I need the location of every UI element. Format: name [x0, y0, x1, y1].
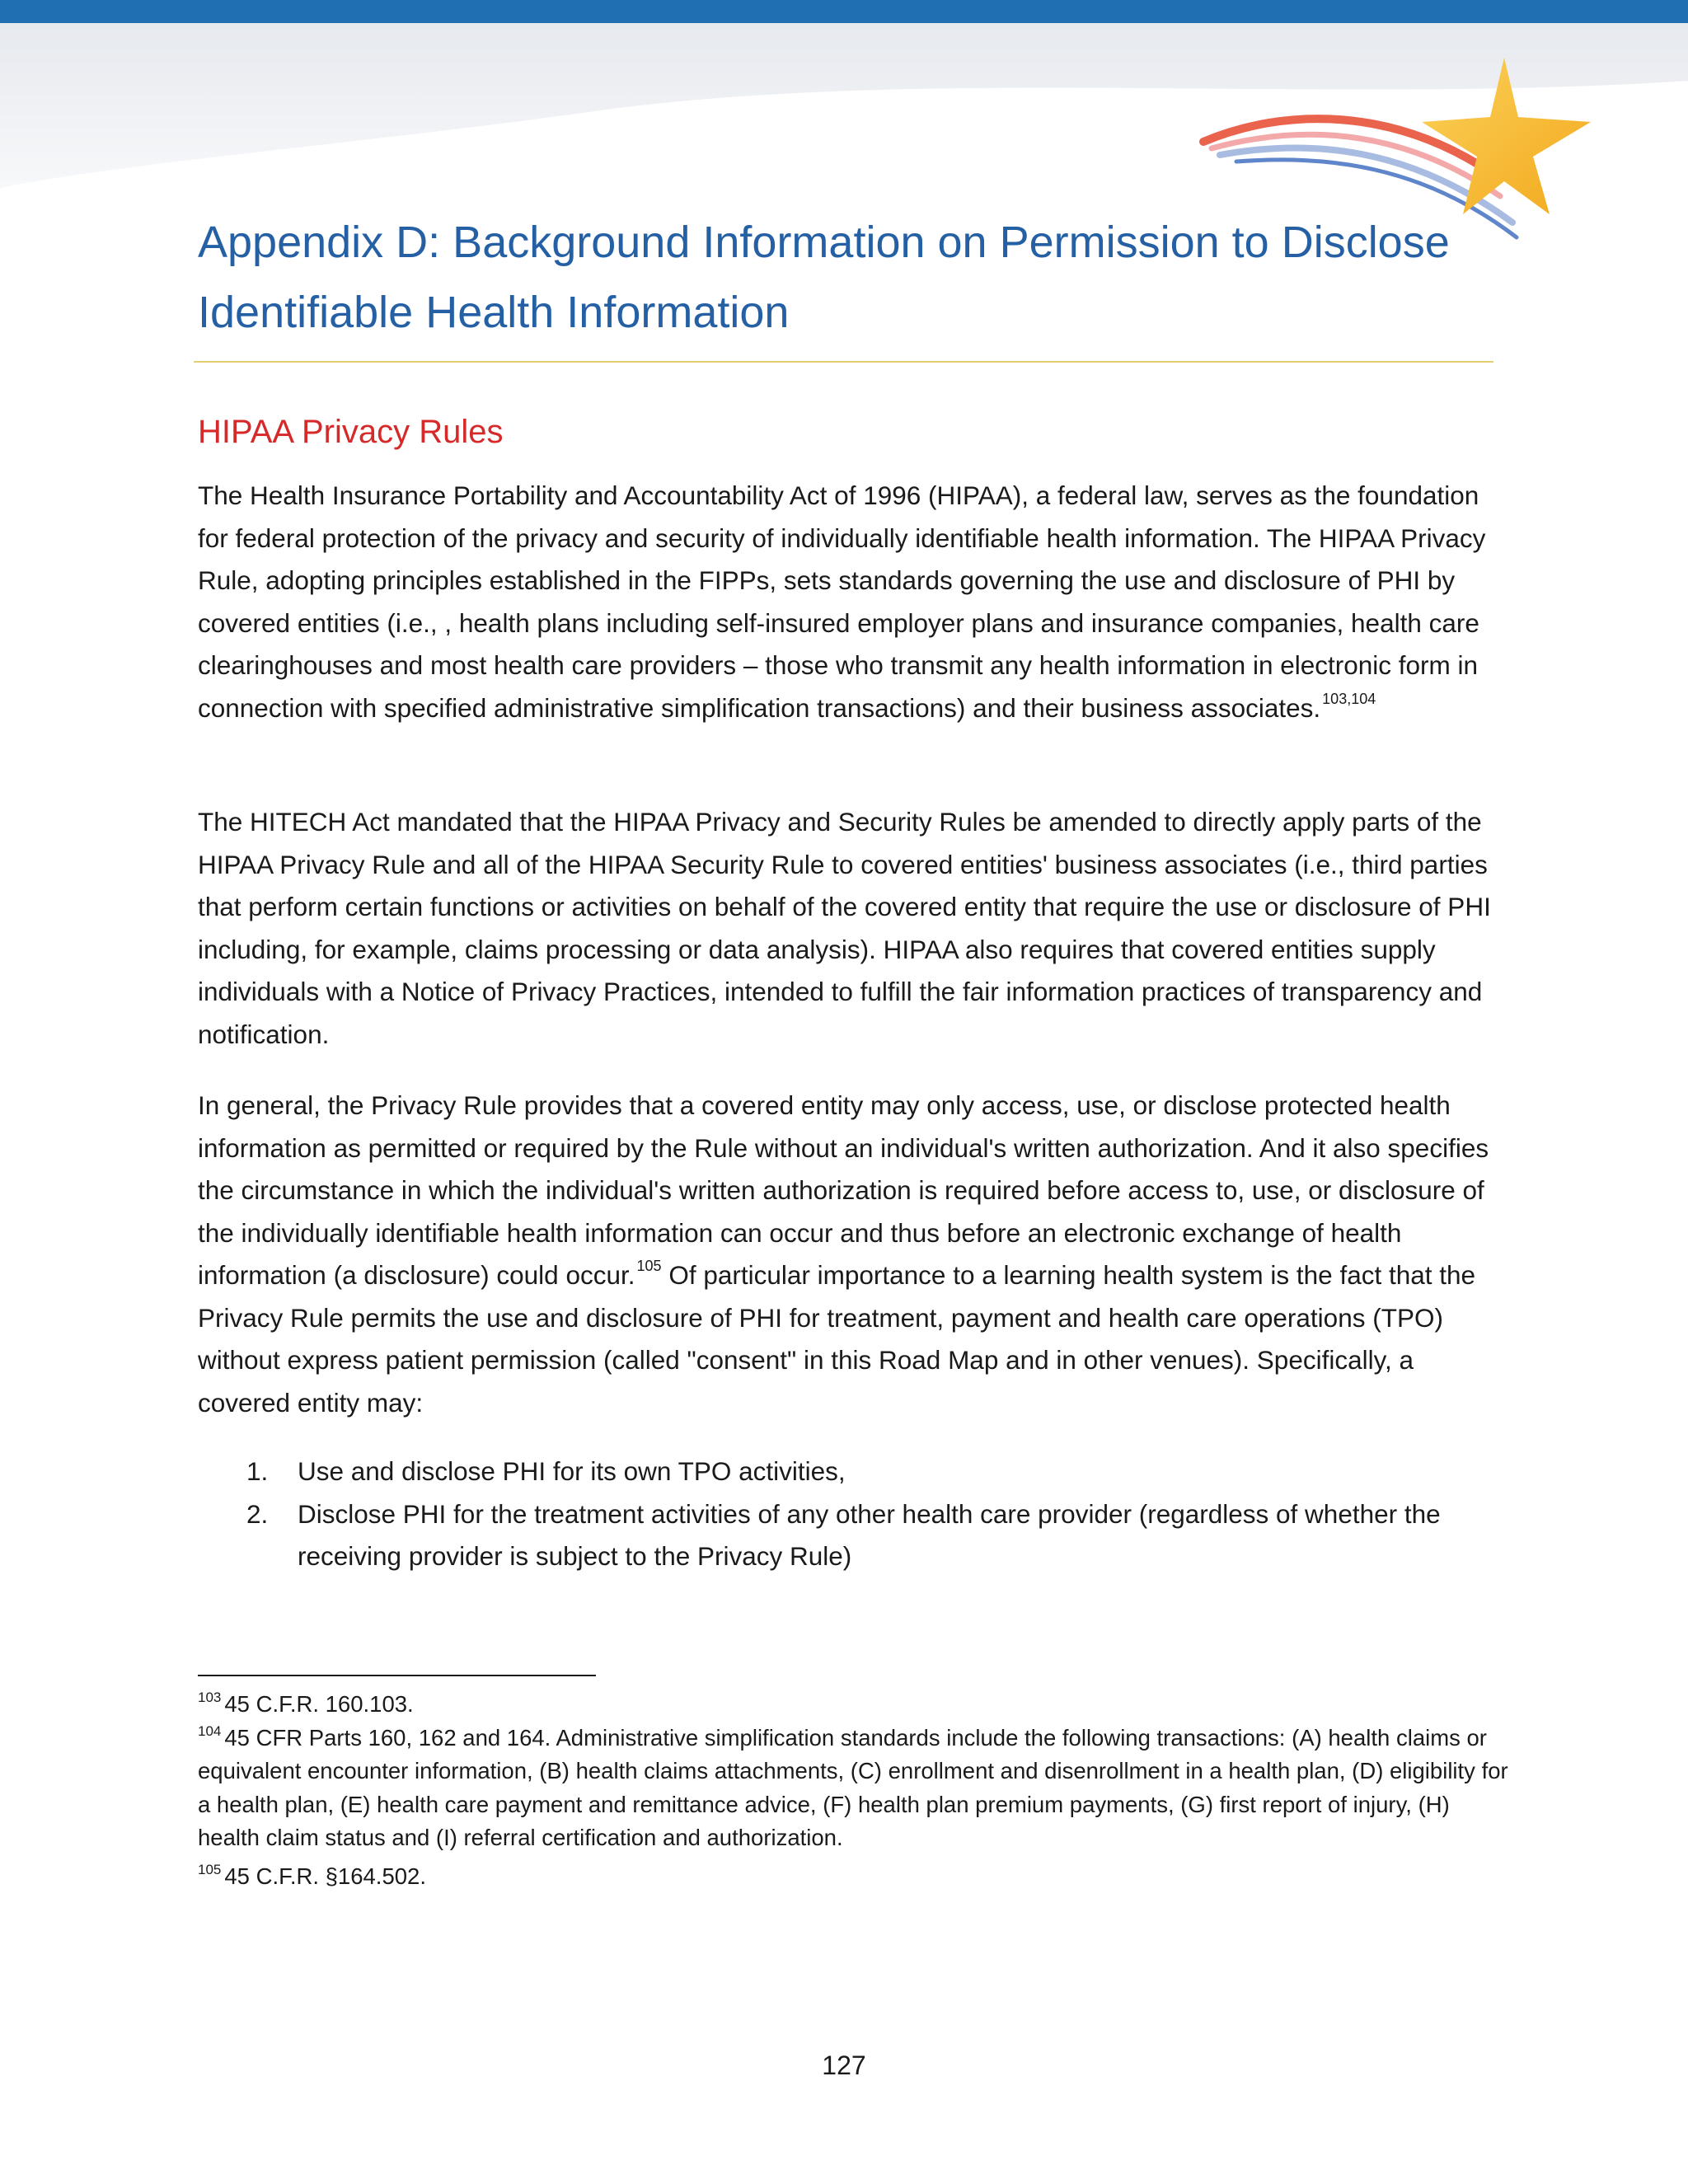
- list-item: [198, 1493, 1508, 1578]
- paragraph-privacy-rule: [198, 1085, 1508, 1424]
- page-title: [198, 208, 1517, 348]
- page-number: 127: [822, 2050, 866, 2080]
- footnote-ref: 103,104: [1322, 690, 1376, 707]
- permitted-uses-list: [198, 1451, 1508, 1578]
- paragraph-hitech-act: [198, 801, 1508, 1056]
- title-divider: [194, 361, 1493, 363]
- paragraph-hipaa-overview: [198, 475, 1508, 729]
- footnotes: [198, 1688, 1508, 1893]
- footnote-divider: [198, 1675, 596, 1676]
- list-item: [198, 1451, 1508, 1493]
- list-item-text: Disclose PHI for the treatment activities of any other health care provider (regardless of whether the receiving provider is subject to the Privacy Rule): [298, 1498, 1441, 1571]
- footnote-mark: 103: [198, 1690, 222, 1705]
- list-item-text: Use and disclose PHI for its own TPO activities,: [298, 1456, 846, 1486]
- footnote-105: [198, 1860, 1508, 1894]
- paragraph-text: The HITECH Act mandated that the HIPAA Privacy and Security Rules be amended to directly apply parts of the HIPAA Privacy Rule and all of the HIPAA Security Rule to covered entities' business associates (i.e., third parties that perform certain functions or activities on behalf of the covered entity that require the use or disclosure of PHI including, for example, claims processing or data analysis). HIPAA also requires that covered entities supply individuals with a Notice of Privacy Practices, intended to fulfill the fair information practices of transparency and notification.: [198, 807, 1491, 1049]
- section-heading: HIPAA Privacy Rules: [198, 414, 504, 450]
- list-item-number: 2.: [246, 1498, 269, 1529]
- footnote-103: [198, 1688, 1508, 1722]
- footnote-text: 45 C.F.R. 160.103.: [224, 1691, 414, 1717]
- footnote-ref: 105: [636, 1258, 662, 1274]
- page-title-line-2: Identifiable Health Information: [198, 288, 790, 337]
- paragraph-text: The Health Insurance Portability and Accountability Act of 1996 (HIPAA), a federal law, serves as the foundation for federal protection of the privacy and security of individually identifiable health information. The HIPAA Privacy Rule, adopting principles established in the FIPPs, sets standards governing the use and disclosure of PHI by covered entities (i.e., , health plans including self-insured employer plans and insurance companies, health care clearinghouses and most health care providers – those who transmit any health information in electronic form in connection with specified administrative simplification transactions) and their business associates.: [198, 480, 1486, 723]
- page-title-line-1: Appendix D: Background Information on Permission to Disclose: [198, 218, 1450, 267]
- paragraph-text-continued: Of particular importance to a learning health system is the fact that the Privacy Rule permits the use and disclosure of PHI for treatment, payment and health care operations (TPO) without express patient permission (called "consent" in this Road Map and in other venues). Specifically, a covered entity may:: [198, 1260, 1476, 1418]
- footnote-104: [198, 1722, 1508, 1855]
- header-bar: [0, 0, 1688, 23]
- list-item-number: 1.: [246, 1456, 269, 1486]
- footnote-mark: 105: [198, 1861, 222, 1877]
- paragraph-text: In general, the Privacy Rule provides that a covered entity may only access, use, or disclose protected health information as permitted or required by the Rule without an individual's written authorization. And it also specifies the circumstance in which the individual's written authorization is required before access to, use, or disclosure of the individually identifiable health information can occur and thus before an electronic exchange of health information (a disclosure) could occur.: [198, 1090, 1489, 1290]
- footnote-text: 45 C.F.R. §164.502.: [224, 1863, 426, 1889]
- footnote-mark: 104: [198, 1722, 222, 1739]
- footnote-text: 45 CFR Parts 160, 162 and 164. Administrative simplification standards include the following transactions: (A) health claims or equivalent encounter information, (B) health claims attachments, (C) enrollment and disenrollment in a health plan, (D) eligibility for a health plan, (E) health care payment and remittance advice, (F) health plan premium payments, (G) first report of injury, (H) health claim status and (I) referral certification and authorization.: [198, 1724, 1508, 1850]
